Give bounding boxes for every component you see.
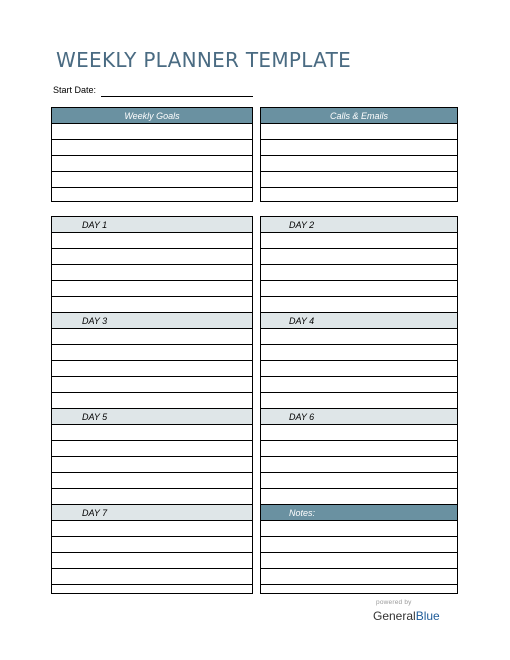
day-6-row[interactable] (261, 489, 457, 505)
day-6-row[interactable] (261, 441, 457, 457)
notes-row[interactable] (261, 521, 457, 537)
day-7-header: DAY 7 (52, 505, 252, 521)
day-4-row[interactable] (261, 393, 457, 409)
calls-emails-row[interactable] (261, 156, 457, 172)
day-3-row[interactable] (52, 329, 252, 345)
day-5-row[interactable] (52, 425, 252, 441)
day-5-header: DAY 5 (52, 409, 252, 425)
day-5-row[interactable] (52, 473, 252, 489)
notes-header: Notes: (261, 505, 457, 521)
start-date-label: Start Date: (53, 85, 97, 95)
day-4-header: DAY 4 (261, 313, 457, 329)
notes-row[interactable] (261, 585, 457, 600)
day-3-row[interactable] (52, 393, 252, 409)
days-right-box (260, 216, 458, 594)
calls-emails-row[interactable] (261, 140, 457, 156)
calls-emails-row[interactable] (261, 188, 457, 203)
day-6-row[interactable] (261, 425, 457, 441)
weekly-goals-row[interactable] (52, 124, 252, 140)
day-2-row[interactable] (261, 249, 457, 265)
weekly-goals-row[interactable] (52, 188, 252, 203)
day-3-row[interactable] (52, 377, 252, 393)
brand-name-part1: General (373, 609, 416, 623)
powered-by-text: powered by (376, 599, 412, 606)
day-4-row[interactable] (261, 329, 457, 345)
day-4-row[interactable] (261, 377, 457, 393)
day-1-row[interactable] (52, 281, 252, 297)
day-7-row[interactable] (52, 569, 252, 585)
calls-emails-header: Calls & Emails (261, 108, 457, 124)
day-1-row[interactable] (52, 233, 252, 249)
calls-emails-row[interactable] (261, 172, 457, 188)
weekly-goals-row[interactable] (52, 140, 252, 156)
day-2-row[interactable] (261, 297, 457, 313)
day-3-row[interactable] (52, 345, 252, 361)
day-1-row[interactable] (52, 249, 252, 265)
day-6-row[interactable] (261, 457, 457, 473)
day-5-row[interactable] (52, 457, 252, 473)
day-7-row[interactable] (52, 585, 252, 600)
day-4-row[interactable] (261, 361, 457, 377)
day-2-row[interactable] (261, 233, 457, 249)
calls-emails-row[interactable] (261, 124, 457, 140)
page-title: WEEKLY PLANNER TEMPLATE (56, 48, 352, 72)
calls-emails-box (260, 107, 458, 202)
notes-row[interactable] (261, 537, 457, 553)
notes-row[interactable] (261, 569, 457, 585)
day-1-row[interactable] (52, 297, 252, 313)
day-2-header: DAY 2 (261, 217, 457, 233)
days-left-box (51, 216, 253, 594)
day-1-header: DAY 1 (52, 217, 252, 233)
day-2-row[interactable] (261, 265, 457, 281)
day-7-row[interactable] (52, 537, 252, 553)
brand-name-part2: Blue (415, 609, 440, 623)
day-7-row[interactable] (52, 521, 252, 537)
day-5-row[interactable] (52, 489, 252, 505)
day-3-row[interactable] (52, 361, 252, 377)
weekly-goals-row[interactable] (52, 172, 252, 188)
day-7-row[interactable] (52, 553, 252, 569)
start-date-field[interactable] (101, 96, 253, 97)
day-6-row[interactable] (261, 473, 457, 489)
day-1-row[interactable] (52, 265, 252, 281)
generalblue-logo[interactable] (373, 609, 440, 623)
day-2-row[interactable] (261, 281, 457, 297)
weekly-goals-box (51, 107, 253, 202)
weekly-goals-header: Weekly Goals (52, 108, 252, 124)
weekly-goals-row[interactable] (52, 156, 252, 172)
day-5-row[interactable] (52, 441, 252, 457)
day-3-header: DAY 3 (52, 313, 252, 329)
notes-row[interactable] (261, 553, 457, 569)
day-6-header: DAY 6 (261, 409, 457, 425)
day-4-row[interactable] (261, 345, 457, 361)
